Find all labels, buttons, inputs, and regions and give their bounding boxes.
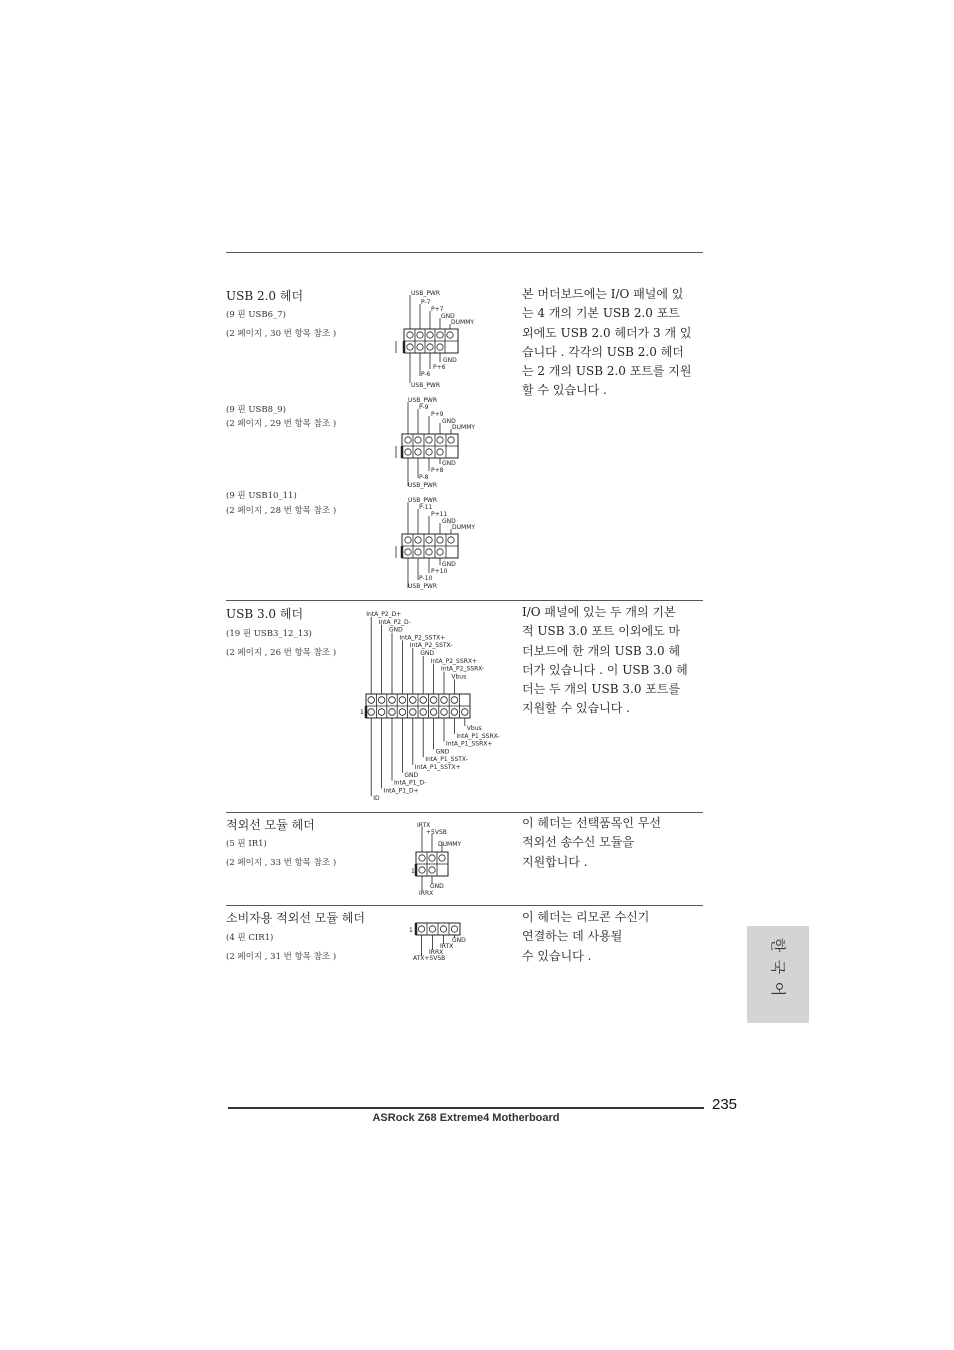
pin-label: USB_PWR [408,397,438,404]
pin-label: IRRX [429,949,444,956]
desc-line: 이 헤더는 선택품목인 무선 [522,816,661,830]
usb20-h3-ref: (2 페이지 , 28 번 항목 참조 ) [226,506,337,516]
pin-label: P+7 [431,306,444,313]
section-divider [226,905,703,906]
pin-label: P-8 [419,474,429,481]
cir-description [522,908,649,966]
usb3-pin-label: IntA_P2_SSTX- [409,642,453,650]
cir-ref: (2 페이지 , 31 번 항목 참조 ) [226,952,337,962]
usb3-pin-label: IntA_P1_SSTX- [425,756,468,764]
desc-line: 할 수 있습니다 . [522,383,607,398]
pin-label: P-6 [421,371,431,378]
ir-title: 적외선 모듈 헤더 [226,818,315,832]
usb3-pin-label: GND [420,650,434,657]
language-side-tab [747,926,809,1023]
cir-title: 소비자용 적외선 모듈 헤더 [226,911,365,925]
top-rule [226,252,703,253]
usb3-pin-label: GND [389,626,403,634]
usb30-description [522,603,688,719]
usb20-h1-ref: (2 페이지 , 30 번 항목 참조 ) [226,329,337,339]
pin-label: P+11 [431,511,448,518]
usb3-pin-label: IntA_P2_D+ [366,611,402,618]
tab-char: 어 [769,981,787,997]
desc-line: 더는 두 개의 USB 3.0 포트를 [522,682,681,697]
pin-label: GND [443,357,457,364]
pin-label: P+6 [433,364,446,371]
section-divider [226,600,703,601]
pin-label: IRTX [417,822,431,829]
usb3-pin-label: IntA_P2_D- [378,618,411,626]
usb3-pin-label: ID [373,795,380,803]
usb20-h2-ref: (2 페이지 , 29 번 항목 참조 ) [226,419,337,429]
ir1-header-diagram [410,818,480,898]
cir-pins: (4 핀 CIR1) [226,933,274,943]
usb3-pin-label: Vbus [451,673,467,681]
pin-label: USB_PWR [411,290,441,297]
pin-label: P-10 [419,575,433,582]
pin-label: GND [452,937,466,944]
pin-label: GND [442,460,456,467]
footer-rule [228,1107,704,1109]
desc-line: 수 있습니다 . [522,948,592,963]
desc-line: 본 머더보드에는 I/O 패널에 있 [522,287,684,301]
usb20-h2-pins: (9 핀 USB8_9) [226,405,286,415]
desc-line: 적외선 송수신 모듈을 [522,835,634,850]
usb30-ref: (2 페이지 , 26 번 항목 참조 ) [226,648,337,658]
usb20-h3-pins: (9 핀 USB10_11) [226,491,297,501]
ir-pins: (5 핀 IR1) [226,839,267,849]
usb6-7-header-diagram [394,287,490,391]
pin-label: P-7 [421,299,431,306]
desc-line: 더가 있습니다 . 이 USB 3.0 헤 [522,662,688,677]
pin-label: P+9 [431,411,444,418]
desc-line: 습니다 . 각각의 USB 2.0 헤더 [522,344,684,359]
desc-line: 지원합니다 . [522,854,588,869]
usb3-pin-label: IntA_P1_SSRX- [456,732,500,740]
pin-label: USB_PWR [411,382,441,389]
desc-line: 지원할 수 있습니다 . [522,701,630,716]
pin-label: IRTX [440,943,454,950]
section-divider [226,812,703,813]
desc-line: 외에도 USB 2.0 헤더가 3 개 있 [522,325,692,340]
pin-label: DUMMY [452,424,476,431]
desc-line: 적 USB 3.0 포트 이외에도 마 [522,624,681,639]
pin-label: DUMMY [452,524,476,531]
pin-label: GND [442,518,456,525]
pin-one-label: 1 [409,927,413,934]
pin-label: P+10 [431,568,448,575]
pin-label: DUMMY [451,319,475,326]
pin-label: USB_PWR [408,482,438,489]
usb30-title: USB 3.0 헤더 [226,607,304,621]
desc-line: 는 4 개의 기본 USB 2.0 포트 [522,306,680,321]
desc-line: I/O 패널에 있는 두 개의 기본 [522,605,676,619]
tab-char: 국 [769,959,787,975]
pin-label: GND [441,313,455,320]
usb3-pin-label: IntA_P1_D+ [383,787,419,795]
usb3-12-13-header-diagram [360,608,510,806]
tab-char: 한 [769,937,787,953]
pin-label: GND [442,561,456,568]
usb20-title: USB 2.0 헤더 [226,289,304,303]
usb3-pin-label: IntA_P2_SSRX- [441,665,485,673]
usb20-h1-pins: (9 핀 USB6_7) [226,310,286,320]
cir1-header-diagram [408,918,478,964]
pin-label: USB_PWR [408,497,438,504]
pin-label: P-9 [419,404,429,411]
usb3-pin-label: Vbus [466,725,482,732]
usb3-pin-label: IntA_P2_SSTX+ [399,634,446,642]
usb30-pins: (19 핀 USB3_12_13) [226,629,312,639]
pin-label: P-11 [419,504,433,511]
usb3-pin-label: GND [435,748,450,756]
pin-label: GND [430,883,444,890]
desc-line: 는 2 개의 USB 2.0 포트를 지원 [522,364,692,379]
pin-label: ATX+5VSB [413,955,446,962]
usb8-9-header-diagram [394,394,490,490]
usb10-11-header-diagram [394,494,490,592]
pin-one-label: 1 [411,868,415,875]
usb3-pin-label: IntA_P1_D- [394,779,427,787]
desc-line: 더보드에 한 개의 USB 3.0 헤 [522,643,681,658]
usb3-pin-label: IntA_P1_SSRX+ [446,740,493,748]
usb3-pin-label: GND [404,771,419,779]
ir-description [522,814,661,872]
pin-label: P+8 [431,467,444,474]
ir-ref: (2 페이지 , 33 번 항목 참조 ) [226,858,337,868]
pin-one-label: 1 [360,709,364,716]
usb3-pin-label: IntA_P1_SSTX+ [414,764,461,771]
pin-label: GND [442,418,456,425]
pin-label: IRRX [419,890,434,897]
desc-line: 연결하는 데 사용될 [522,929,623,944]
desc-line: 이 헤더는 리모콘 수신기 [522,910,650,924]
pin-label: USB_PWR [408,583,438,590]
usb3-pin-label: IntA_P2_SSRX+ [430,657,477,665]
usb20-description [522,285,692,401]
footer-product-name: ASRock Z68 Extreme4 Motherboard [372,1112,560,1124]
pin-label: DUMMY [438,841,462,848]
page-number: 235 [712,1096,738,1113]
pin-label: +5VSB [426,829,447,836]
